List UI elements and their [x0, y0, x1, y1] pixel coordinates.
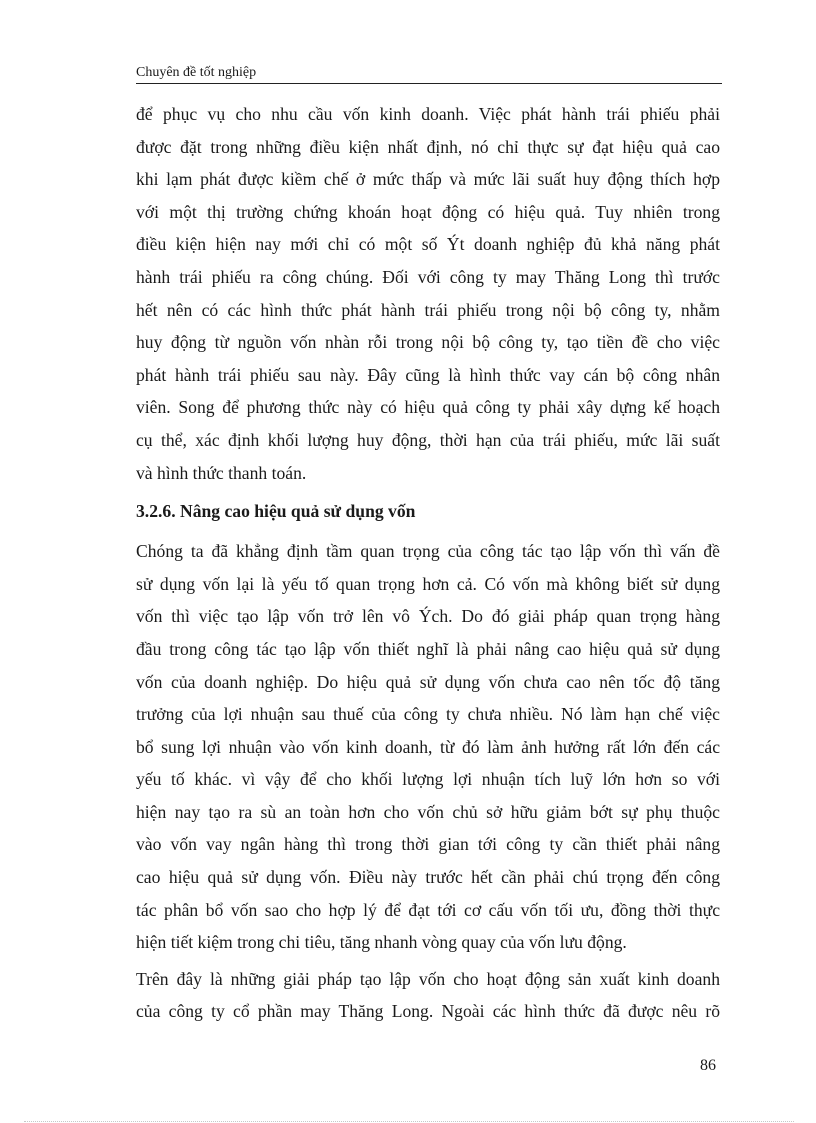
body-text	[136, 98, 720, 1032]
text-line: phát hành trái phiếu sau này. Đây cũng là hình thức vay cán bộ công nhân	[136, 364, 720, 385]
text-line: được đặt trong những điều kiện nhất định, nó chỉ thực sự đạt hiệu quả cao	[136, 136, 720, 157]
text-line: trưởng của lợi nhuận sau thuế của công ty chưa nhiều. Nó làm hạn chế việc	[136, 704, 720, 725]
text-line: bổ sung lợi nhuận vào vốn kinh doanh, từ đó làm ảnh hưởng rất lớn đến các	[136, 736, 720, 757]
text-line: vào vốn vay ngân hàng thì trong thời gian tới công ty cần thiết phải nâng	[136, 834, 720, 855]
text-line: của công ty cổ phần may Thăng Long. Ngoài các hình thức đã được nêu rõ	[136, 1001, 720, 1022]
text-line: Chóng ta đã khẳng định tầm quan trọng của công tác tạo lập vốn thì vấn đề	[136, 541, 720, 562]
text-line: yếu tố khác. vì vậy để cho khối lượng lợi nhuận tích luỹ lớn hơn so với	[136, 769, 720, 790]
text-line: huy động từ nguồn vốn nhàn rỗi trong nội bộ công ty, tạo tiền đề cho việc	[136, 332, 720, 353]
text-line: tác phân bổ vốn sao cho hợp lý để đạt tới cơ cấu vốn tối ưu, đồng thời thực	[136, 899, 720, 920]
text-line: với một thị trường chứng khoán hoạt động có hiệu quả. Tuy nhiên trong	[136, 201, 720, 222]
text-line: vốn của doanh nghiệp. Do hiệu quả sử dụng vốn chưa cao nên tốc độ tăng	[136, 671, 720, 692]
page-number: 86	[700, 1057, 716, 1074]
text-line: đầu trong công tác tạo lập vốn thiết nghĩ là phải nâng cao hiệu quả sử dụng	[136, 638, 720, 659]
text-line: điều kiện hiện nay mới chỉ có một số Ýt doanh nghiệp đủ khả năng phát	[136, 234, 720, 255]
paragraph	[136, 98, 720, 489]
text-line: và hình thức thanh toán.	[136, 462, 307, 483]
text-line: vốn thì việc tạo lập vốn trở lên vô Ých. Do đó giải pháp quan trọng hàng	[136, 606, 720, 627]
text-line: khi lạm phát được kiềm chế ở mức thấp và mức lãi suất huy động thích hợp	[136, 169, 720, 190]
text-line: hiện nay tạo ra sù an toàn hơn cho vốn chủ sở hữu giảm bớt sự phụ thuộc	[136, 801, 720, 822]
paragraph	[136, 963, 720, 1028]
page-bottom-divider	[24, 1121, 794, 1122]
paragraph	[136, 535, 720, 959]
text-line: để phục vụ cho nhu cầu vốn kinh doanh. Việc phát hành trái phiếu phải	[136, 104, 720, 124]
section-heading: 3.2.6. Nâng cao hiệu quả sử dụng vốn	[136, 501, 416, 522]
text-line: hiện tiết kiệm trong chi tiêu, tăng nhanh vòng quay của vốn lưu động.	[136, 932, 627, 953]
running-header	[136, 64, 722, 84]
text-line: cao hiệu quả sử dụng vốn. Điều này trước hết cần phải chú trọng đến công	[136, 867, 720, 888]
header-title: Chuyên đề tốt nghiệp	[136, 65, 257, 80]
text-line: sử dụng vốn lại là yếu tố quan trọng hơn cả. Có vốn mà không biết sử dụng	[136, 573, 720, 594]
text-line: viên. Song để phương thức này có hiệu quả công ty phải xây dựng kế hoạch	[136, 397, 720, 418]
text-line: hết nên có các hình thức phát hành trái phiếu trong nội bộ công ty, nhằm	[136, 299, 720, 320]
text-line: cụ thể, xác định khối lượng huy động, thời hạn của trái phiếu, mức lãi suất	[136, 429, 720, 450]
text-line: Trên đây là những giải pháp tạo lập vốn cho hoạt động sản xuất kinh doanh	[136, 968, 720, 989]
text-line: hành trái phiếu ra công chúng. Đối với công ty may Thăng Long thì trước	[136, 266, 720, 287]
